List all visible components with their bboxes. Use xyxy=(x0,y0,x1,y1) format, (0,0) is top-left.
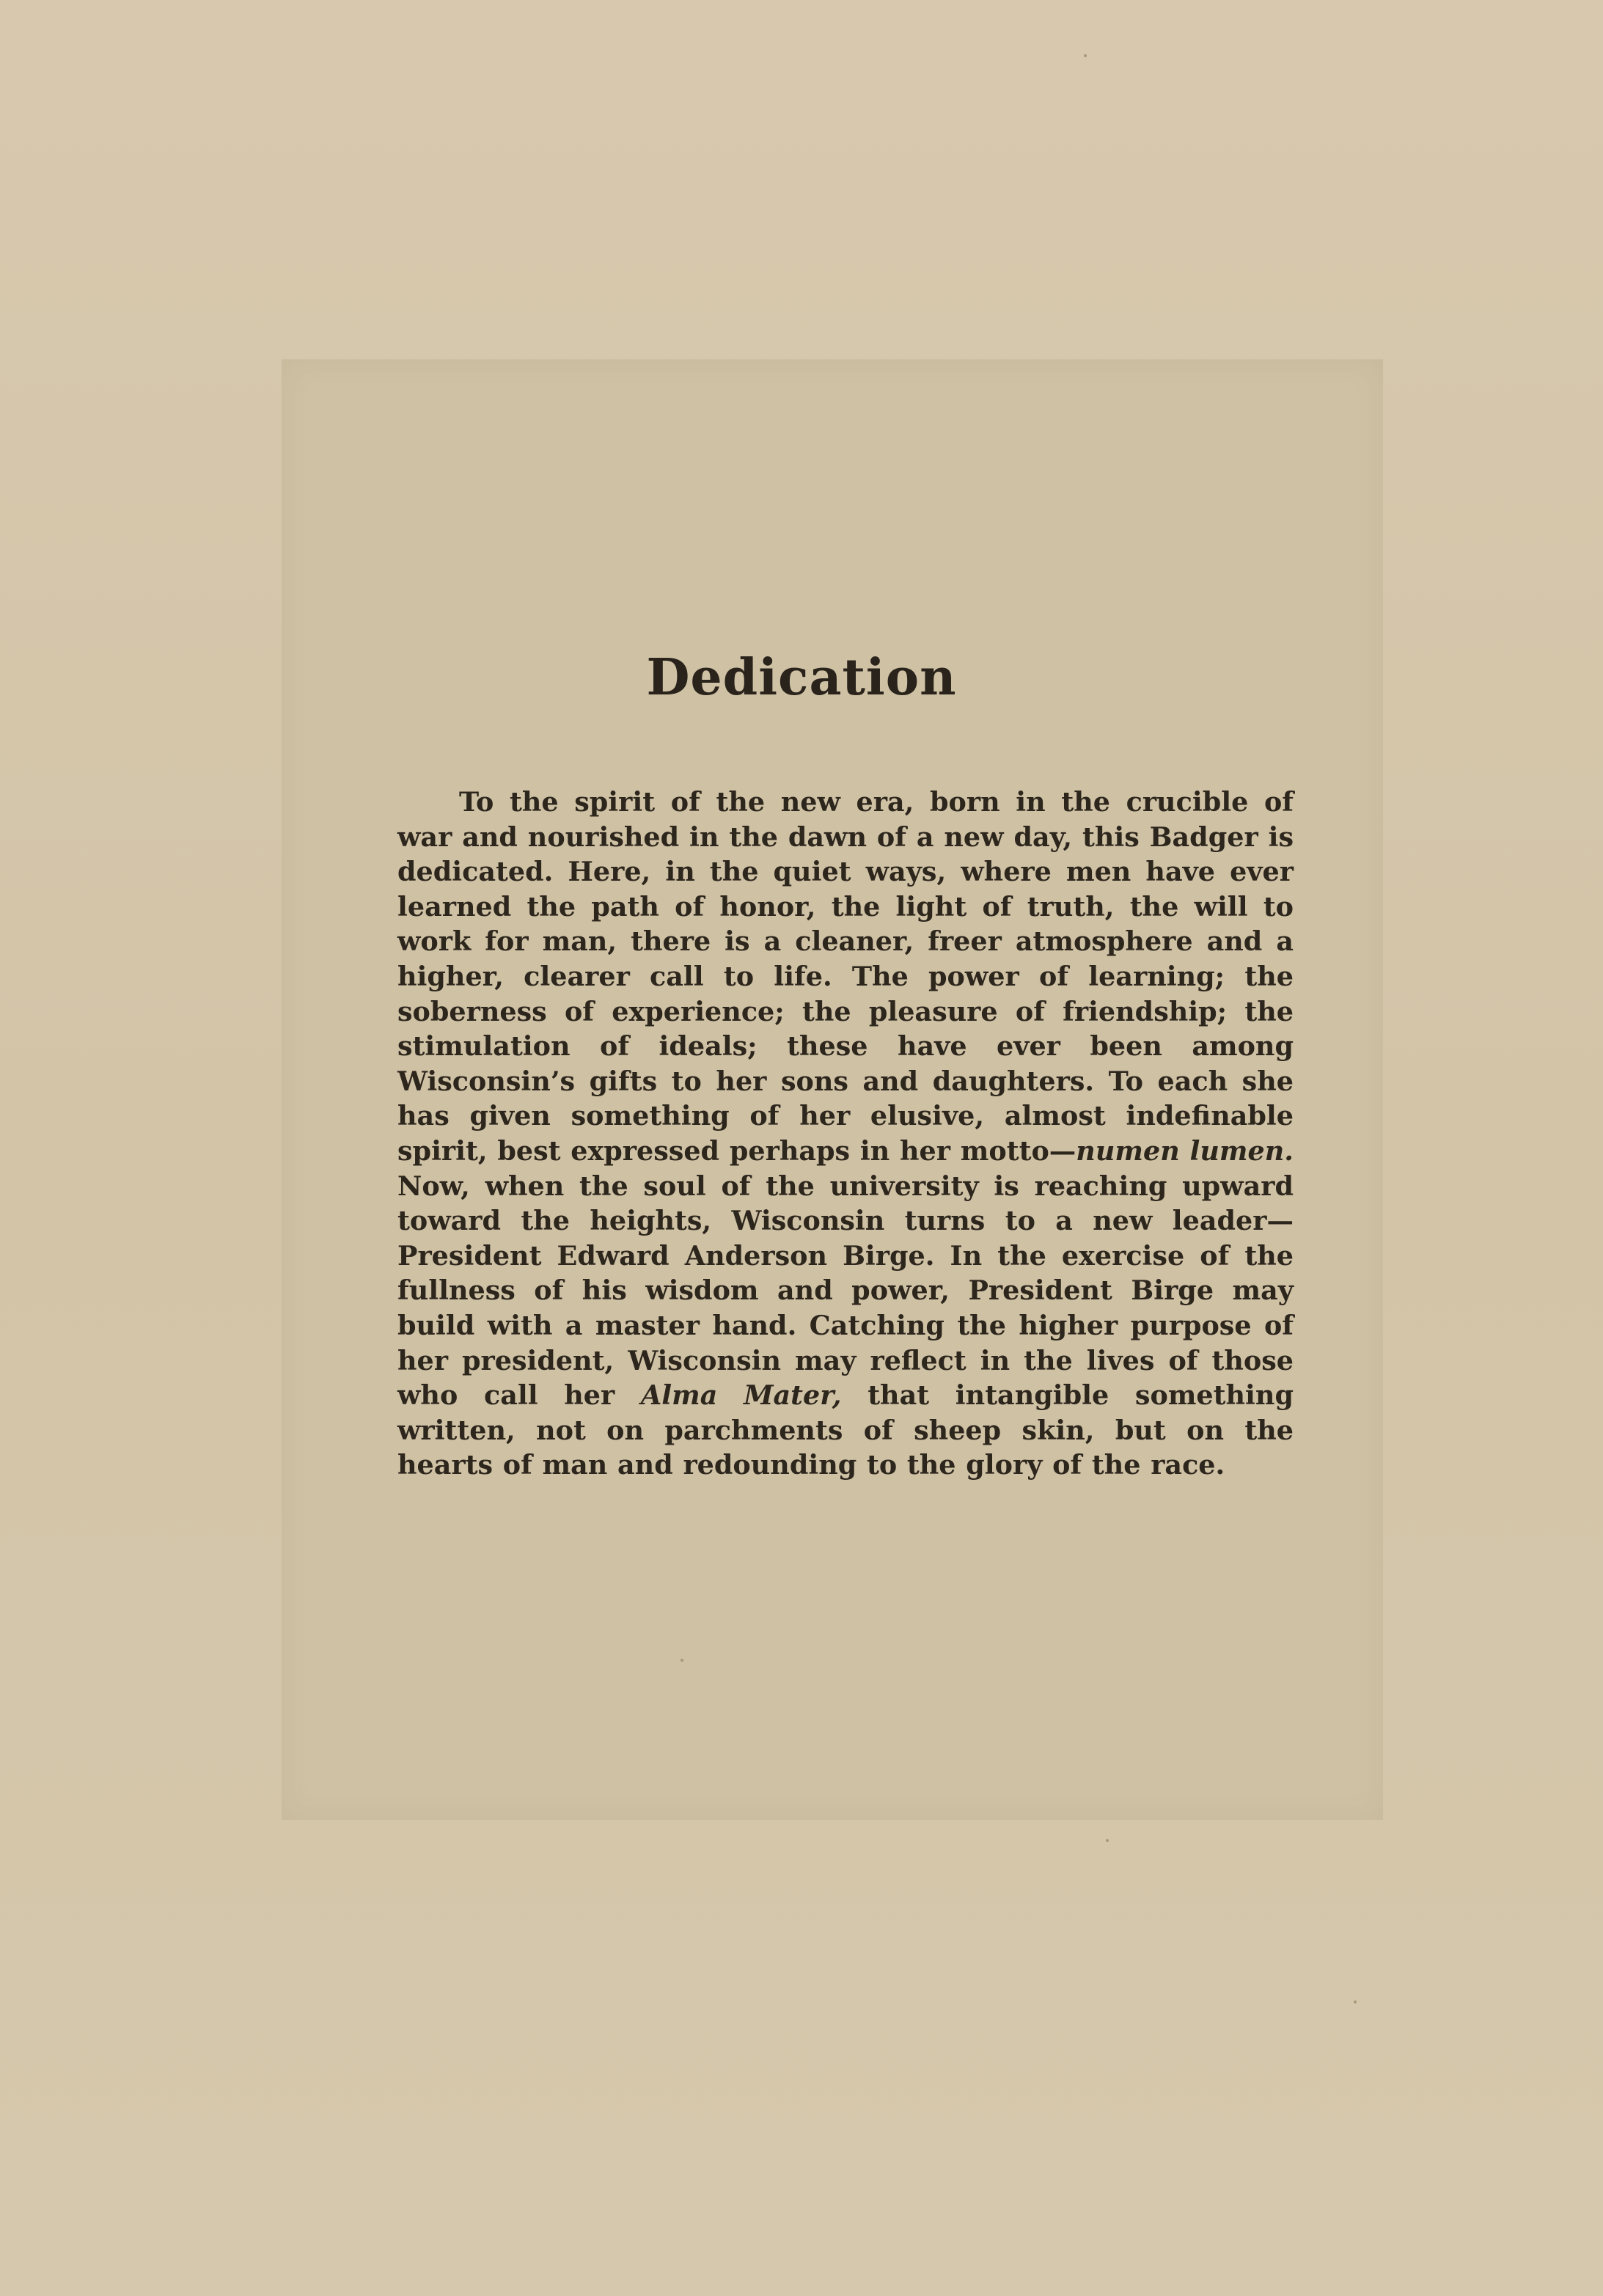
paper-speck xyxy=(1354,2000,1357,2003)
dedication-text-part3: that intangible something written, not on parchments of sheep skin, but on the hearts of man and redounding to the glory of the race. xyxy=(397,1379,1294,1481)
motto-text: numen lumen. xyxy=(1076,1134,1294,1167)
page-title: Dedication xyxy=(646,648,957,707)
dedication-text-part1: To the spirit of the new era, born in the crucible of war and nourished in the dawn of a new day, this Badger is dedicated. Here, in the quiet ways, where men have ever learned the path of honor, the light of truth, the will to work for man, there is a cleaner, freer atmosphere and a higher, clearer call to life. The power of learning; the soberness of experience; the pleasure of friendship; the stimulation of ideals; these have ever been among Wisconsin’s gifts to her sons and daughters. To each she has given something of her elusive, almost indefinable spirit, best expressed perhaps in her motto— xyxy=(397,786,1294,1167)
paper-speck xyxy=(681,1659,683,1662)
dedication-paragraph xyxy=(397,785,1294,1483)
paper-speck xyxy=(1084,54,1087,57)
paper-speck xyxy=(1106,1839,1109,1842)
alma-mater-text: Alma Mater, xyxy=(640,1379,842,1412)
dedication-text-part2: Now, when the soul of the university is reaching upward toward the heights, Wisconsin turns to a new leader—President Edward Anderson Birge. In the exercise of the fullness of his wisdom and power, President Birge may build with a master hand. Catching the higher purpose of her president, Wisconsin may reflect in the lives of those who call her xyxy=(397,1170,1294,1412)
